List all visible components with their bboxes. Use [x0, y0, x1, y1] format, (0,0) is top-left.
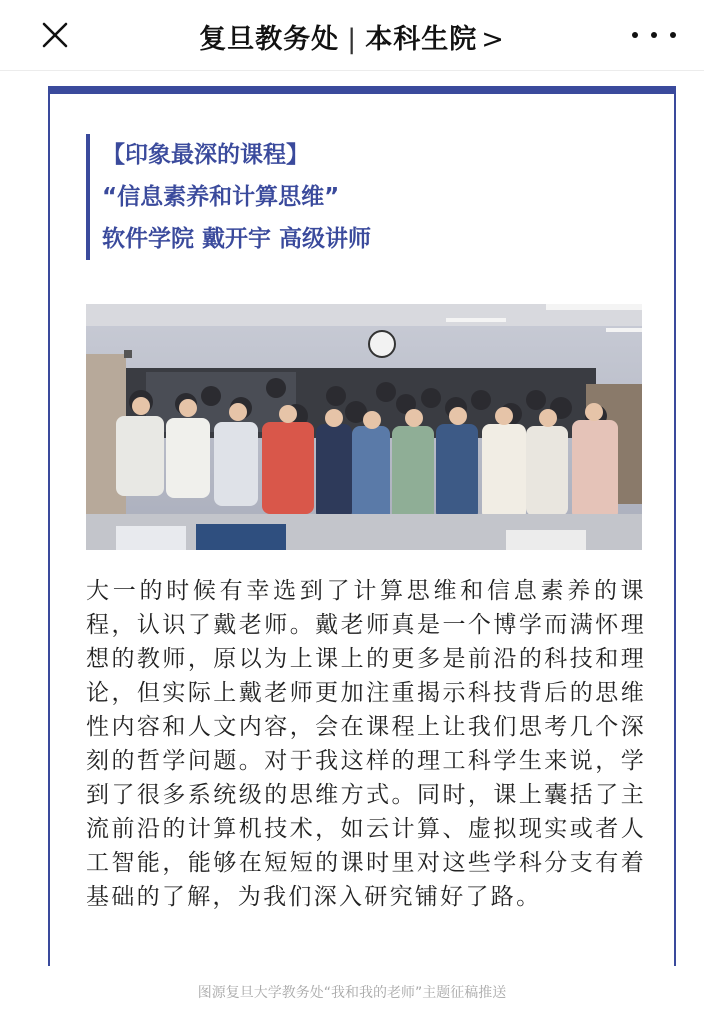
title-separator: | — [347, 24, 358, 55]
account-name: 复旦教务处 — [199, 24, 340, 55]
headline-section-label: 【印象最深的课程】 — [102, 142, 309, 168]
image-source-caption: 图源复旦大学教务处“我和我的老师”主题征稿推送 — [197, 985, 507, 1001]
class-group-photo — [86, 304, 642, 550]
account-title[interactable] — [0, 17, 704, 56]
article-headline — [86, 134, 371, 260]
chevron-right-icon: > — [481, 24, 505, 55]
headline-course-name: “信息素养和计算思维” — [102, 184, 340, 210]
group-photo-image — [86, 304, 642, 550]
article-card — [48, 86, 676, 966]
account-section: 本科生院 — [365, 24, 478, 55]
more-icon-dot — [632, 32, 638, 38]
more-button[interactable] — [632, 18, 676, 52]
more-icon-dot — [670, 32, 676, 38]
headline-teacher: 软件学院 戴开宇 高级讲师 — [102, 226, 372, 252]
article-body: 大一的时候有幸选到了计算思维和信息素养的课程，认识了戴老师。戴老师真是一个博学而满怀理想的教师，原以为上课上的更多是前沿的科技和理论，但实际上戴老师更加注重揭示科技背后的思维性内容和人文内容，会在课程上让我们思考几个深刻的哲学问题。对于我这样的理工科学生来说，学到了很多系统级的思维方式。同时，课上囊括了主流前沿的计算机技术，如云计算、虚拟现实或者人工智能，能够在短短的课时里对这些学科分支有着基础的了解，为我们深入研究铺好了路。 — [86, 578, 646, 910]
top-navigation-bar — [0, 0, 704, 71]
more-icon-dot — [651, 32, 657, 38]
